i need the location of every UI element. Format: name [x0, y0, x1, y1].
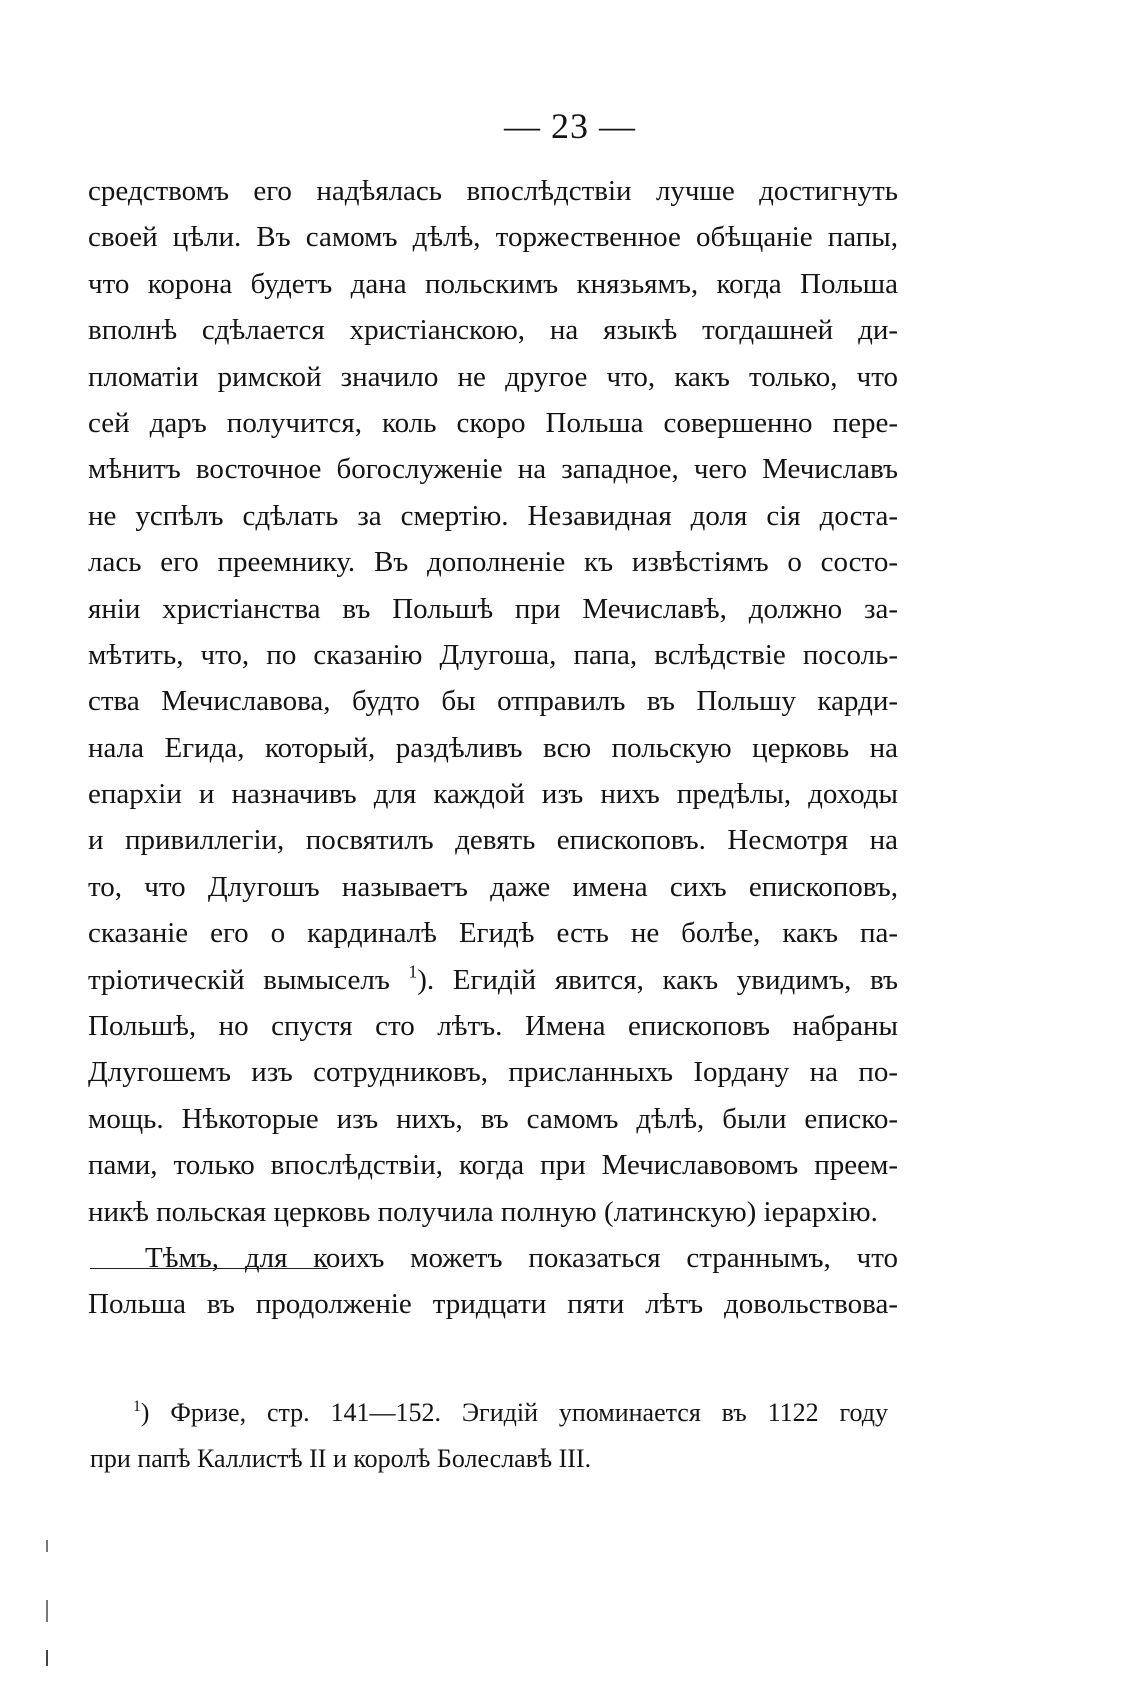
- text-line: не успѣлъ сдѣлать за смертію. Незавидная доля сія доста-: [88, 499, 898, 532]
- text-line: яніи христіанства въ Польшѣ при Мечиславѣ, должно за-: [88, 592, 898, 625]
- text-line: Польша въ продолженіе тридцати пяти лѣтъ довольствова-: [88, 1288, 898, 1321]
- text-line: ства Мечиславова, будто бы отправилъ въ Польшу карди-: [88, 685, 898, 718]
- text-fragment: ). Егидій явится, какъ увидимъ, въ: [417, 963, 898, 996]
- text-line: епархіи и назначивъ для каждой изъ нихъ предѣлы, доходы: [88, 778, 898, 811]
- text-line: пами, только впослѣдствіи, когда при Мечиславовомъ преем-: [88, 1149, 898, 1182]
- text-line: вполнѣ сдѣлается христіанскою, на языкѣ тогдашней ди-: [88, 314, 898, 347]
- text-line: средствомъ его надѣялась впослѣдствіи лучше достигнуть: [88, 175, 898, 207]
- text-line: лась его преемнику. Въ дополненіе къ извѣстіямъ о состо-: [88, 546, 898, 579]
- text-line: Длугошемъ изъ сотрудниковъ, присланныхъ Іордану на по-: [88, 1056, 898, 1089]
- footnote-marker: 1: [133, 1397, 141, 1415]
- text-line: нала Егида, который, раздѣливъ всю польскую церковь на: [88, 731, 898, 764]
- text-line: мѣнитъ восточное богослуженіе на западное, чего Мечиславъ: [88, 453, 898, 486]
- text-fragment: тріотическій вымыселъ: [88, 963, 409, 996]
- scan-speck: [46, 1650, 48, 1666]
- text-line: сказаніе его о кардиналѣ Егидѣ есть не болѣе, какъ па-: [88, 917, 898, 950]
- page-number: — 23 —: [504, 106, 636, 146]
- text-line: никѣ польская церковь получила полную (латинскую) іерархію.: [88, 1195, 878, 1228]
- text-line: мѣтить, что, по сказанію Длугоша, папа, вслѣдствіе посоль-: [88, 638, 898, 671]
- footnote-reference[interactable]: 1: [408, 961, 418, 982]
- text-line: мощь. Нѣкоторые изъ нихъ, въ самомъ дѣлѣ, были еписко-: [88, 1102, 898, 1135]
- text-line: и привиллегіи, посвятилъ девять епископовъ. Несмотря на: [88, 824, 898, 857]
- text-line: что корона будетъ дана польскимъ князьямъ, когда Польша: [88, 267, 898, 300]
- text-line-with-note: [88, 957, 898, 1003]
- text-line: сей даръ получится, коль скоро Польша совершенно пере-: [88, 406, 898, 439]
- scan-speck: [46, 1540, 48, 1552]
- text-line: то, что Длугошъ называетъ даже имена сихъ епископовъ,: [88, 870, 898, 903]
- footnote-text: ) Фризе, стр. 141—152. Эгидій упоминается въ 1122 году: [140, 1398, 888, 1427]
- main-text: [88, 168, 898, 1328]
- text-line: Тѣмъ, для коихъ можетъ показаться страннымъ, что: [145, 1241, 898, 1274]
- scan-speck: [46, 1600, 48, 1622]
- footnote-separator: [90, 1268, 328, 1269]
- footnote-line: [90, 1390, 888, 1436]
- footnotes: [90, 1390, 888, 1482]
- text-line: Польшѣ, но спустя сто лѣтъ. Имена епископовъ набраны: [88, 1010, 898, 1043]
- text-line: своей цѣли. Въ самомъ дѣлѣ, торжественное обѣщаніе папы,: [88, 221, 898, 254]
- text-line: пломатіи римской значило не другое что, какъ только, что: [88, 360, 898, 393]
- footnote-line: при папѣ Каллистѣ II и королѣ Болеславѣ III.: [90, 1444, 592, 1473]
